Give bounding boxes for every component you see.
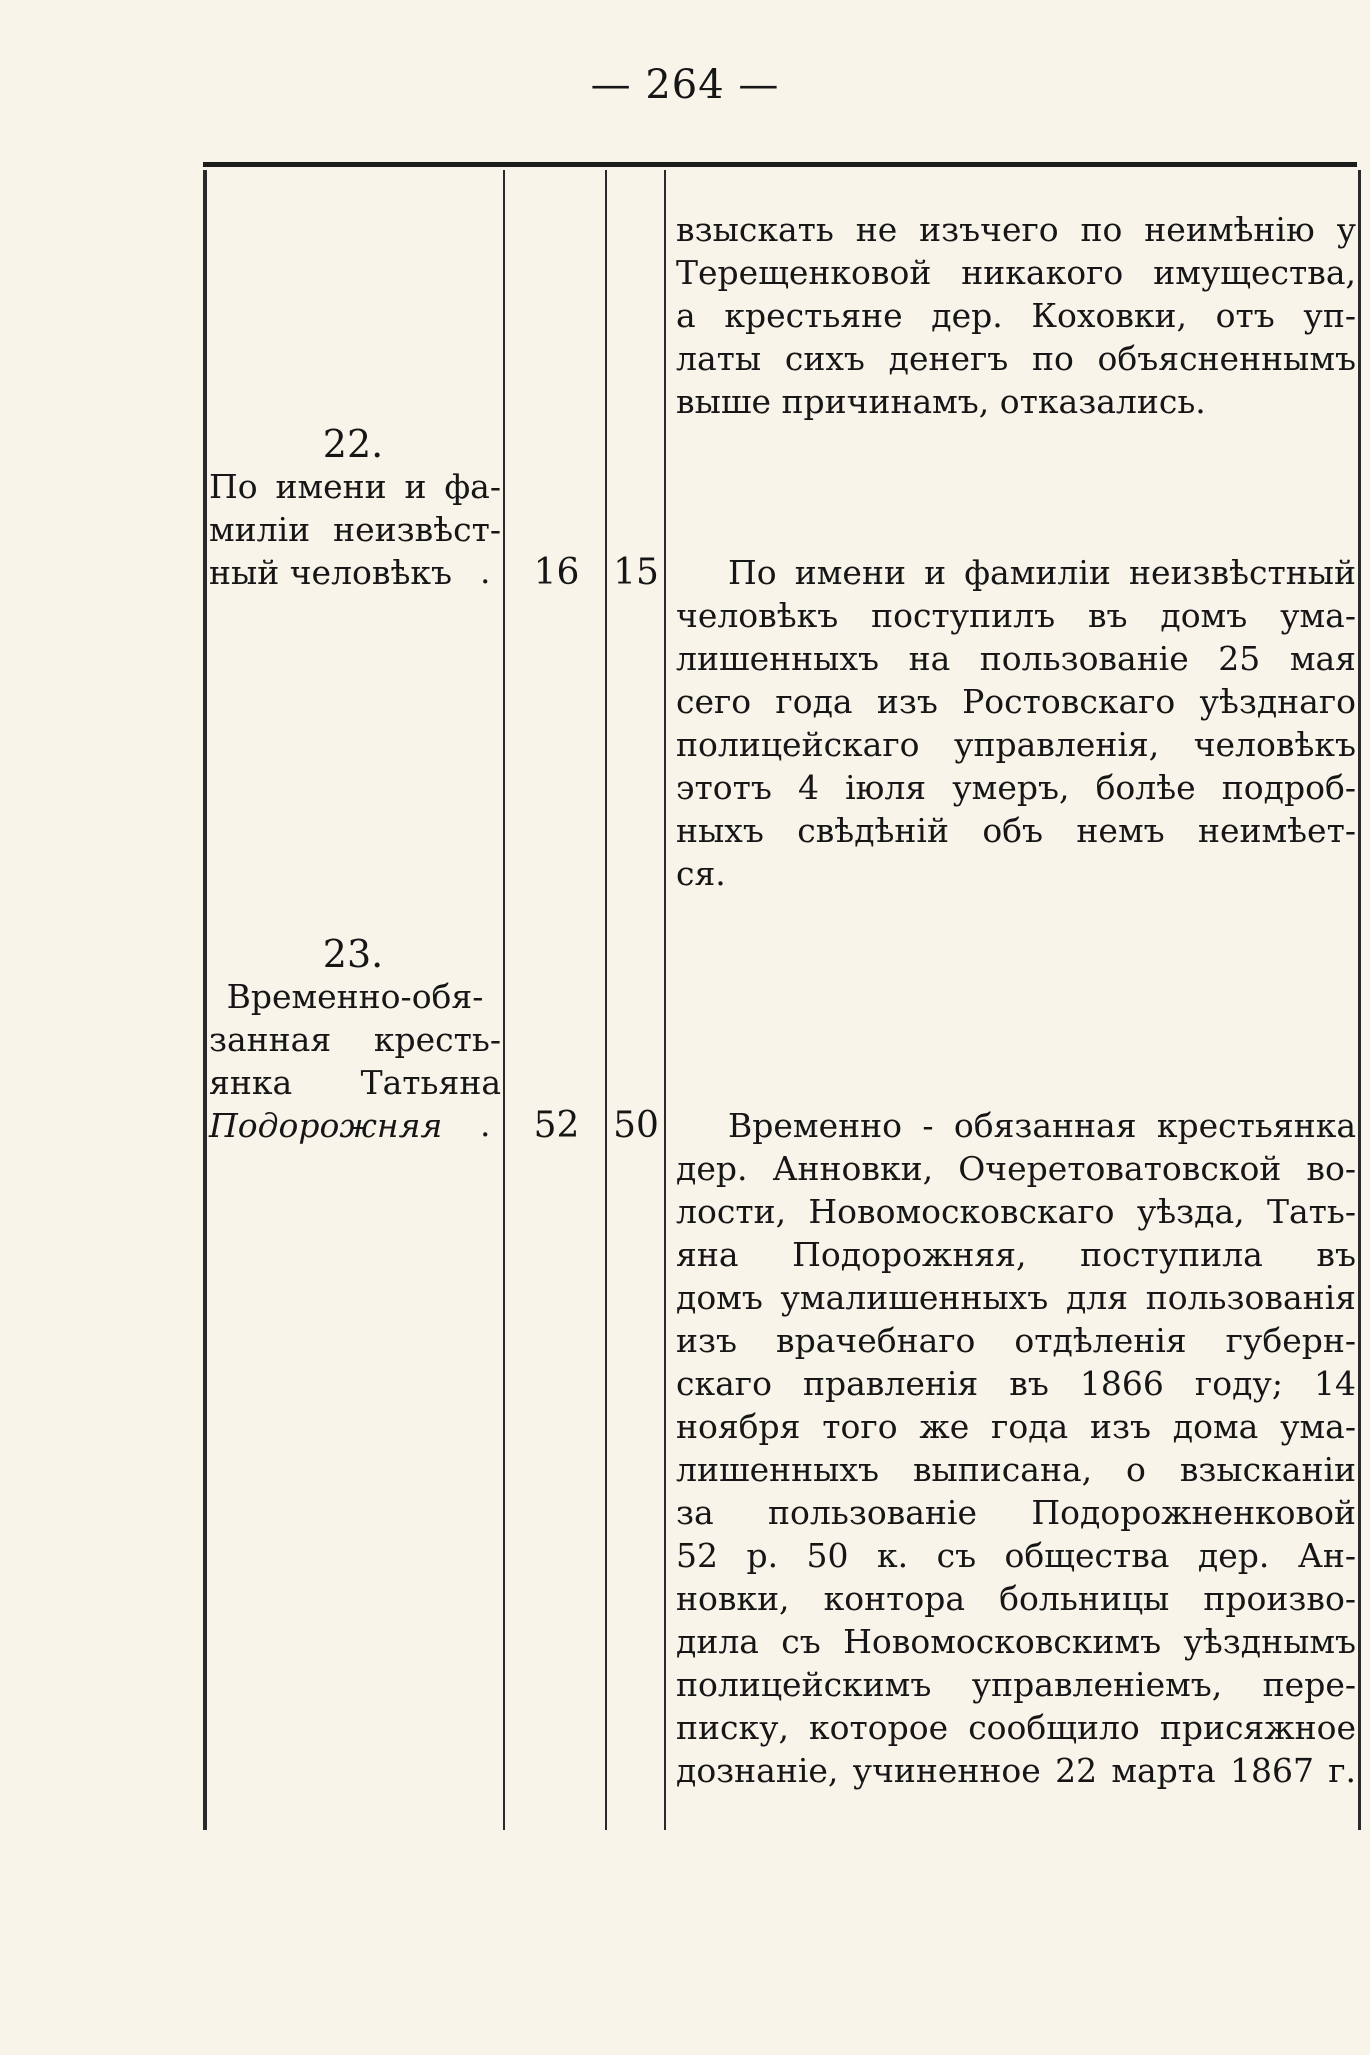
desc-line: полицейскимъ управленіемъ, пере- — [676, 1665, 1356, 1704]
table-top-rule — [203, 162, 1357, 167]
desc-line: дила съ Новомосковскимъ уѣзднымъ — [676, 1622, 1356, 1661]
column-rule-name — [503, 170, 505, 1830]
column-rule-right — [1358, 170, 1361, 1830]
column-rule-left — [203, 170, 207, 1830]
amount-kopeks: 15 — [613, 552, 659, 593]
desc-line: дер. Анновки, Очеретоватовской во- — [676, 1149, 1356, 1188]
desc-line: выше причинамъ, отказались. — [676, 382, 1206, 421]
desc-line: ноября того же года изъ дома ума- — [676, 1407, 1356, 1446]
column-rule-kopeks — [664, 170, 666, 1830]
desc-line: лости, Новомосковскаго уѣзда, Тать- — [676, 1192, 1356, 1231]
amount-kopeks: 50 — [613, 1105, 659, 1146]
desc-line: 52 р. 50 к. съ общества дер. Ан- — [676, 1536, 1356, 1575]
desc-line: лишенныхъ выписана, о взысканіи — [676, 1450, 1356, 1489]
leader-dot: . — [480, 552, 491, 591]
desc-line: человѣкъ поступилъ въ домъ ума- — [676, 596, 1356, 635]
desc-line: латы сихъ денегъ по объясненнымъ — [676, 339, 1356, 378]
desc-line: Терещенковой никакого имущества, — [676, 253, 1356, 292]
name-line: По имени и фа- — [209, 467, 501, 506]
amount-rubles: 16 — [533, 552, 580, 593]
desc-line: ся. — [676, 854, 726, 893]
amount-rubles: 52 — [533, 1105, 580, 1146]
name-line: занная кресть- — [209, 1020, 501, 1059]
desc-line: этотъ 4 іюля умеръ, болѣе подроб- — [676, 768, 1356, 807]
desc-line: писку, которое сообщило присяжное — [676, 1708, 1356, 1747]
desc-line: ныхъ свѣдѣній объ немъ неимѣет- — [676, 811, 1356, 850]
name-line: Временно-обя- — [226, 977, 484, 1016]
name-line: миліи неизвѣст- — [209, 510, 501, 549]
leader-dot: . — [480, 1105, 491, 1144]
desc-line: изъ врачебнаго отдѣленія губерн- — [676, 1321, 1356, 1360]
column-rule-rubles — [605, 170, 607, 1830]
desc-line: яна Подорожняя, поступила въ — [676, 1235, 1356, 1274]
desc-line: домъ умалишенныхъ для пользованія — [676, 1278, 1356, 1317]
desc-line: взыскать не изъчего по неимѣнію у — [676, 210, 1356, 249]
desc-line: Временно - обязанная крестьянка — [728, 1106, 1356, 1145]
name-line: янка Татьяна — [209, 1063, 501, 1102]
entry-number: 23. — [322, 932, 384, 976]
desc-line: за пользованіе Подорожненковой — [676, 1493, 1356, 1532]
desc-line: сего года изъ Ростовскаго уѣзднаго — [676, 682, 1356, 721]
desc-line: новки, контора больницы произво- — [676, 1579, 1356, 1618]
desc-line: скаго правленія въ 1866 году; 14 — [676, 1364, 1356, 1403]
desc-line: По имени и фамиліи неизвѣстный — [728, 553, 1356, 592]
desc-line: лишенныхъ на пользованіе 25 мая — [676, 639, 1356, 678]
desc-line: дознаніе, учиненное 22 марта 1867 г. — [676, 1751, 1356, 1790]
page-number: — 264 — — [590, 62, 780, 108]
name-line: Подорожняя — [209, 1106, 443, 1145]
name-line: ный человѣкъ — [209, 553, 453, 592]
desc-line: полицейскаго управленія, человѣкъ — [676, 725, 1356, 764]
desc-line: а крестьяне дер. Коховки, отъ уп- — [676, 296, 1356, 335]
entry-number: 22. — [322, 422, 384, 466]
